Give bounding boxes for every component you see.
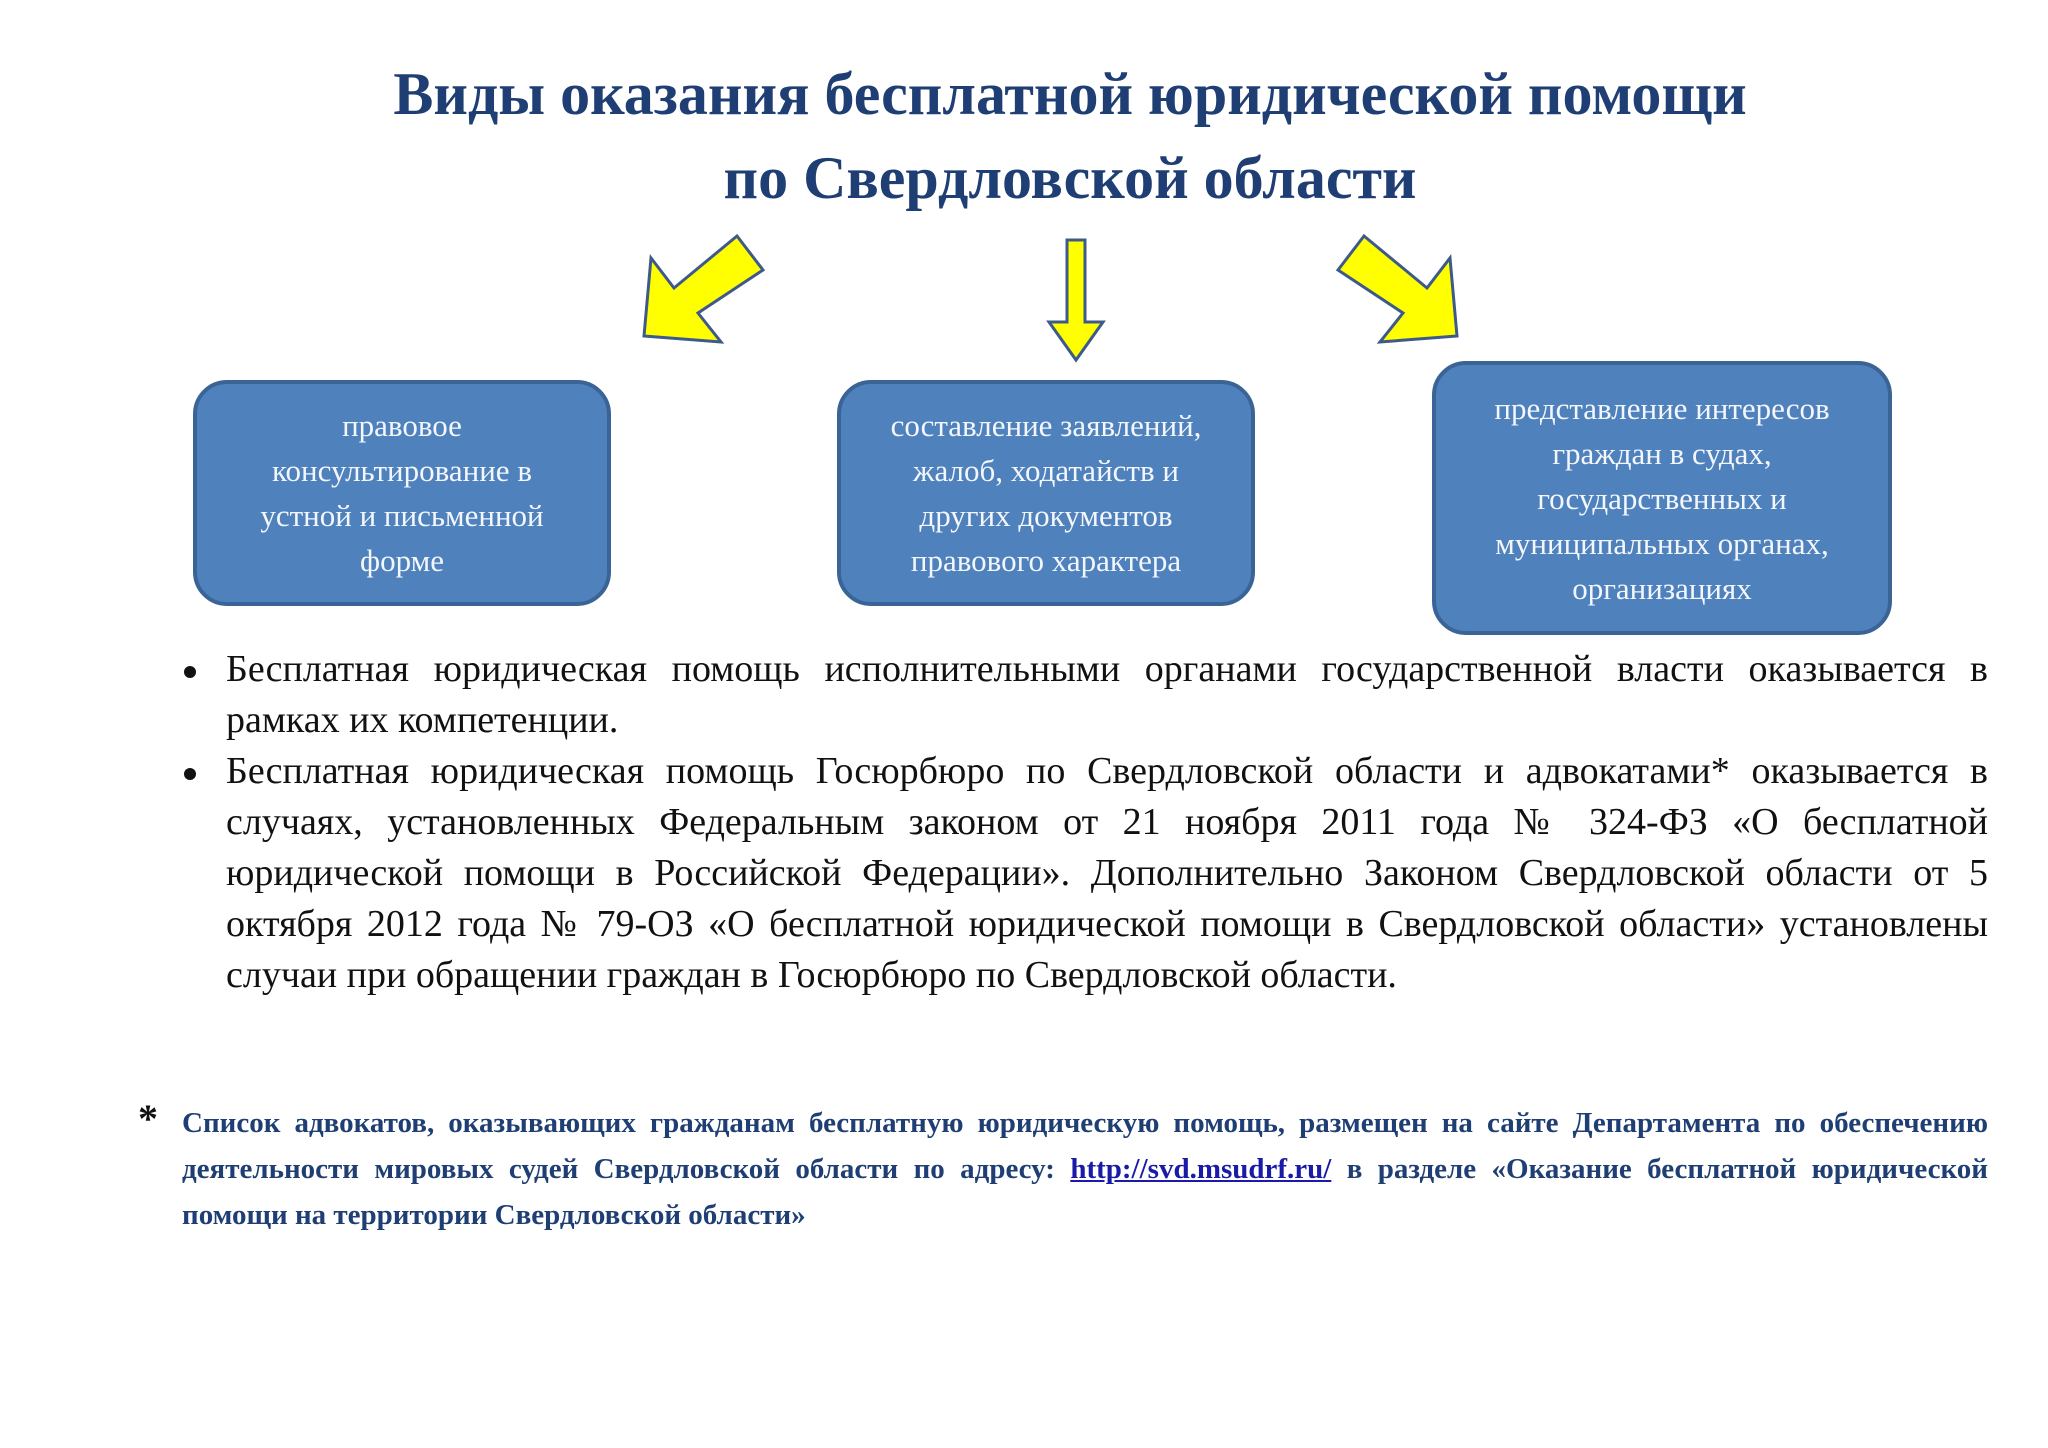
footnote-text-after: в разделе «Оказание бесплатной юридической помощи на территории Свердловской области» xyxy=(182,1153,1988,1231)
arrow-down-icon xyxy=(1049,240,1103,360)
bullet-icon xyxy=(184,666,196,678)
help-type-box-documents xyxy=(837,380,1255,606)
help-type-text: правовое консультирование в устной и письменной форме xyxy=(260,408,544,578)
footnote-marker: * xyxy=(138,1096,158,1141)
msudrf-link[interactable]: http://svd.msudrf.ru/ xyxy=(1070,1153,1332,1185)
footnote-text-before: Список адвокатов, оказывающих гражданам бесплатную юридическую помощь, размещен на сайте Департамента по обеспечению деятельности мировых судей Свердловской области по адресу: xyxy=(182,1107,1988,1185)
help-type-text: составление заявлений, жалоб, ходатайств и других документов правового характера xyxy=(890,408,1202,578)
footnote-text xyxy=(182,1100,1988,1238)
list-item xyxy=(180,746,1988,1001)
footnote xyxy=(138,1096,1988,1238)
bullet-text: Бесплатная юридическая помощь исполнительными органами государственной власти оказывается в рамках их компетенции. xyxy=(226,648,1988,741)
help-type-box-consulting xyxy=(193,380,611,606)
page-title xyxy=(260,52,1880,220)
help-type-text: представление интересов граждан в судах, государственных и муниципальных органах, организациях xyxy=(1494,390,1830,606)
arrow-left-icon xyxy=(644,236,763,342)
list-item xyxy=(180,644,1988,746)
title-line-1: Виды оказания бесплатной юридической помощи xyxy=(393,61,1747,127)
help-type-box-representation xyxy=(1432,361,1892,635)
bullet-text: Бесплатная юридическая помощь Госюрбюро по Свердловской области и адвокатами* оказывается в случаях, установленных Федеральным законом от 21 ноября 2011 года № 324-ФЗ «О бесплатной юридической помощи в Российской Федерации». Дополнительно Законом Свердловской области от 5 октября 2012 года № 79-ОЗ «О бесплатной юридической помощи в Свердловской области» установлены случаи при обращении граждан в Госюрбюро по Свердловской области. xyxy=(226,750,1988,996)
title-line-2: по Свердловской области xyxy=(723,145,1417,211)
arrow-right-icon xyxy=(1338,236,1457,342)
bullet-list xyxy=(180,644,1988,1001)
bullet-icon xyxy=(184,768,196,780)
